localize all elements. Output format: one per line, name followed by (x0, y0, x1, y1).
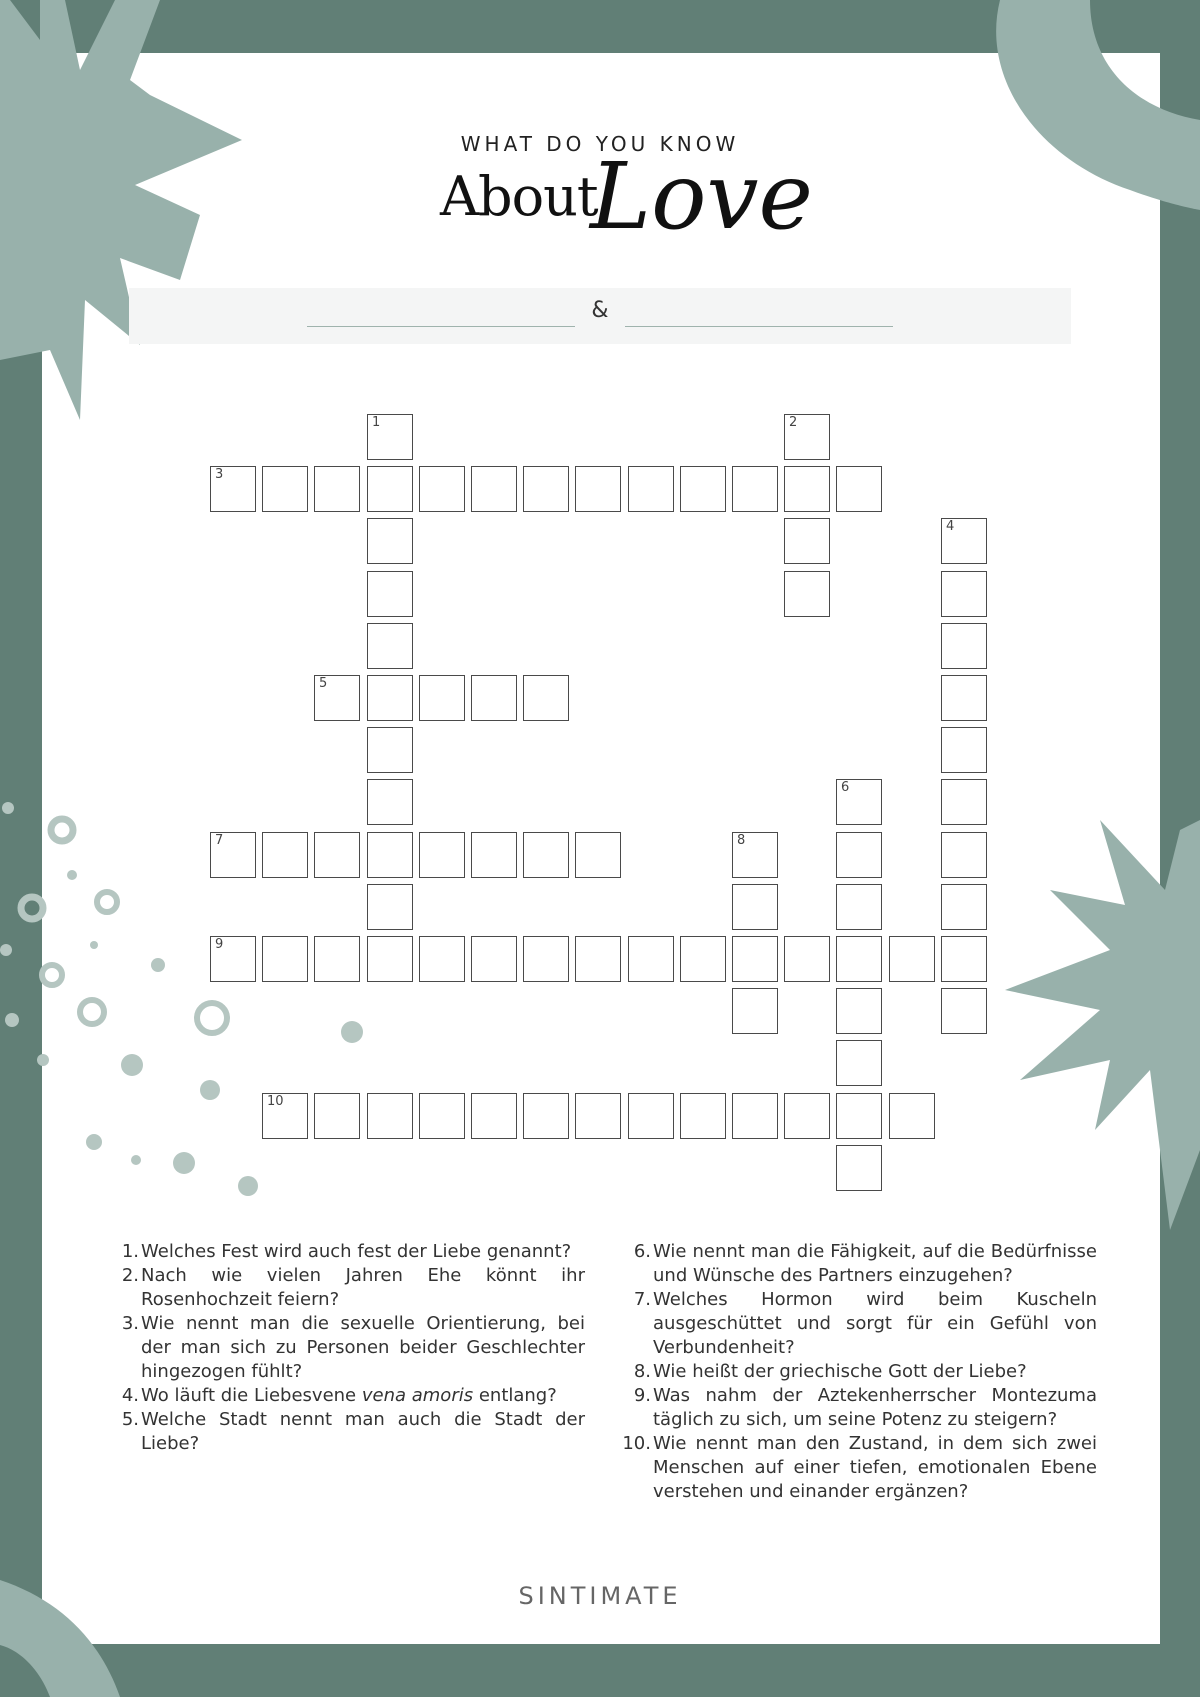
crossword-cell[interactable] (889, 936, 935, 982)
crossword-cell[interactable] (419, 675, 465, 721)
crossword-cell[interactable] (523, 1093, 569, 1139)
crossword-cell[interactable] (680, 466, 726, 512)
crossword-cell[interactable] (575, 1093, 621, 1139)
crossword-cell[interactable] (471, 675, 517, 721)
clue-number: 10 (267, 1094, 284, 1109)
crossword-cell[interactable] (419, 936, 465, 982)
crossword-cell[interactable] (836, 779, 882, 825)
crossword-cell[interactable] (262, 936, 308, 982)
crossword-cell[interactable] (836, 988, 882, 1034)
crossword-cell[interactable] (367, 884, 413, 930)
crossword-cell[interactable] (784, 414, 830, 460)
clue-6: 6. Wie nennt man die Fähigkeit, auf die Bedürfnisse und Wünsche des Partners einzugehen? (633, 1241, 1097, 1286)
crossword-cell[interactable] (941, 832, 987, 878)
crossword-cell[interactable] (314, 1093, 360, 1139)
clues-left (115, 1240, 585, 1456)
crossword-cell[interactable] (680, 1093, 726, 1139)
title-about: About (440, 165, 598, 228)
crossword-cell[interactable] (732, 1093, 778, 1139)
crossword-cell[interactable] (419, 466, 465, 512)
crossword-cell[interactable] (523, 832, 569, 878)
crossword-cell[interactable] (941, 571, 987, 617)
clue-10: 10. Wie nennt man den Zustand, in dem sich zwei Menschen auf einer tiefen, emotionalen Ebene verstehen und einander ergänzen? (622, 1433, 1097, 1502)
clue-3: 3. Wie nennt man die sexuelle Orientierung, bei der man sich zu Personen beider Geschlechter hingezogen fühlt? (121, 1313, 585, 1382)
crossword-cell[interactable] (367, 1093, 413, 1139)
crossword-cell[interactable] (575, 936, 621, 982)
crossword-cell[interactable] (732, 936, 778, 982)
clue-2: 2. Nach wie vielen Jahren Ehe könnt ihr Rosenhochzeit feiern? (121, 1265, 585, 1310)
crossword-cell[interactable] (419, 1093, 465, 1139)
crossword-cell[interactable] (262, 466, 308, 512)
crossword-cell[interactable] (367, 779, 413, 825)
clue-1: 1. Welches Fest wird auch fest der Liebe genannt? (121, 1241, 572, 1262)
crossword-cell[interactable] (210, 936, 256, 982)
clue-8: 8. Wie heißt der griechische Gott der Liebe? (633, 1361, 1027, 1382)
crossword-cell[interactable] (314, 466, 360, 512)
crossword-cell[interactable] (628, 1093, 674, 1139)
crossword-cell[interactable] (210, 466, 256, 512)
crossword-cell[interactable] (941, 988, 987, 1034)
crossword-cell[interactable] (732, 988, 778, 1034)
crossword-cell[interactable] (523, 936, 569, 982)
crossword-cell[interactable] (732, 466, 778, 512)
crossword-cell[interactable] (628, 936, 674, 982)
crossword-cell[interactable] (314, 675, 360, 721)
crossword-cell[interactable] (889, 1093, 935, 1139)
crossword-cell[interactable] (941, 936, 987, 982)
crossword-cell[interactable] (784, 936, 830, 982)
crossword-cell[interactable] (784, 571, 830, 617)
footer-brand: SINTIMATE (518, 1582, 682, 1610)
crossword-cell[interactable] (941, 623, 987, 669)
crossword-cell[interactable] (941, 727, 987, 773)
crossword-cell[interactable] (784, 1093, 830, 1139)
crossword-cell[interactable] (471, 832, 517, 878)
title-love-script: Love (590, 143, 813, 250)
clue-number: 6 (841, 780, 850, 795)
clues-right (622, 1240, 1097, 1504)
crossword-cell[interactable] (836, 884, 882, 930)
clue-number: 2 (789, 415, 798, 430)
clue-number: 7 (215, 833, 224, 848)
crossword-cell[interactable] (941, 884, 987, 930)
crossword-cell[interactable] (419, 832, 465, 878)
crossword-cell[interactable] (367, 518, 413, 564)
crossword-cell[interactable] (523, 675, 569, 721)
crossword-cell[interactable] (941, 675, 987, 721)
crossword-cell[interactable] (314, 936, 360, 982)
crossword-cell[interactable] (471, 1093, 517, 1139)
crossword-cell[interactable] (628, 466, 674, 512)
clue-number: 1 (372, 415, 381, 430)
clue-number: 9 (215, 937, 224, 952)
clue-number: 8 (737, 833, 746, 848)
crossword-cell[interactable] (262, 1093, 308, 1139)
crossword-cell[interactable] (210, 832, 256, 878)
crossword-cell[interactable] (314, 832, 360, 878)
crossword-cell[interactable] (836, 466, 882, 512)
crossword-cell[interactable] (836, 936, 882, 982)
clue-7: 7. Welches Hormon wird beim Kuscheln ausgeschüttet und sorgt für ein Gefühl von Verbundenheit? (633, 1289, 1097, 1358)
crossword-cell[interactable] (836, 832, 882, 878)
crossword-cell[interactable] (367, 675, 413, 721)
kicker-heading: WHAT DO YOU KNOW (460, 132, 740, 156)
crossword-cell[interactable] (262, 832, 308, 878)
clue-4: 4. Wo läuft die Liebesvene vena amoris entlang? (121, 1385, 557, 1406)
crossword-cell[interactable] (784, 518, 830, 564)
clue-number: 4 (946, 519, 955, 534)
crossword-cell[interactable] (732, 832, 778, 878)
crossword-cell[interactable] (784, 466, 830, 512)
crossword-cell[interactable] (836, 1040, 882, 1086)
clue-number: 3 (215, 467, 224, 482)
crossword-cell[interactable] (367, 466, 413, 512)
crossword-cell[interactable] (941, 779, 987, 825)
crossword-cell[interactable] (367, 727, 413, 773)
crossword-cell[interactable] (471, 466, 517, 512)
crossword-cell[interactable] (367, 832, 413, 878)
crossword-cell[interactable] (471, 936, 517, 982)
crossword-cell[interactable] (941, 518, 987, 564)
crossword-cell[interactable] (367, 936, 413, 982)
crossword-cell[interactable] (836, 1093, 882, 1139)
crossword-cell[interactable] (523, 466, 569, 512)
crossword-cell[interactable] (367, 571, 413, 617)
crossword-cell[interactable] (680, 936, 726, 982)
clue-5: 5. Welche Stadt nennt man auch die Stadt der Liebe? (121, 1409, 585, 1454)
clue-number: 5 (319, 676, 328, 691)
crossword-cell[interactable] (367, 414, 413, 460)
crossword-cell[interactable] (732, 884, 778, 930)
crossword-cell[interactable] (575, 466, 621, 512)
names-separator: & (591, 298, 609, 323)
crossword-cell[interactable] (836, 1145, 882, 1191)
crossword-cell[interactable] (575, 832, 621, 878)
crossword-cell[interactable] (367, 623, 413, 669)
clue-9: 9. Was nahm der Aztekenherrscher Montezuma täglich zu sich, um seine Potenz zu steigern? (633, 1385, 1097, 1430)
